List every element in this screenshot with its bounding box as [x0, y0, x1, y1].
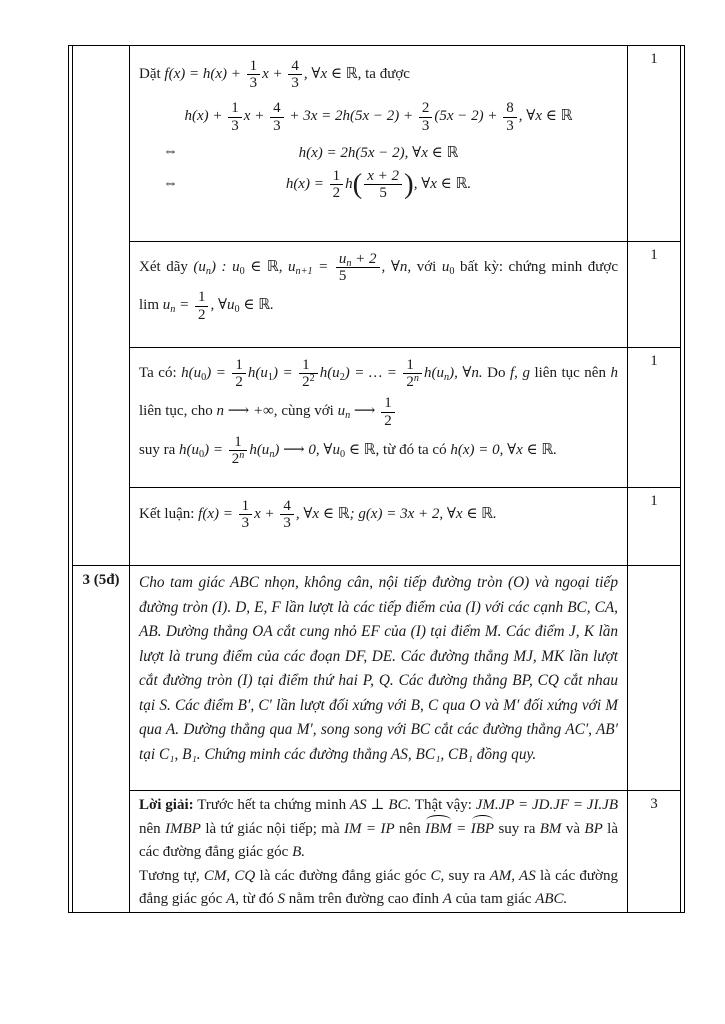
subscript: 0: [234, 304, 240, 316]
fraction: [419, 100, 433, 133]
problem-statement: Cho tam giác ABC nhọn, không cân, nội tiếp đường tròn (O) và ngoại tiếp đường tròn (I). D, E, F lần lượt là các tiếp điểm của (I) với các cạnh BC, CA, AB. Dường thẳng OA cắt cung nhỏ EF của (I) tại điểm M. Các điểm J, K lần lượt là trung điểm của các đoạn DF, DE. Các đường thẳng MJ, MK lần lượt cắt đường tròn (I) tại điểm thứ hai P, Q. Các đường thẳng BP, CQ cắt nhau tại S. Các điểm B′, C′ lần lượt đối xứng với B, C qua O và M′ đối xứng với M qua A. Dường thẳng qua M′, song song với BC cắt các đường thẳng AC′, AB′ tại C₁, B₁. Chứng minh các đường thẳng AS, BC₁, CB₁ đồng quy.: [139, 574, 618, 763]
fraction: [299, 357, 318, 390]
text-fragment: suy ra: [444, 867, 490, 884]
math-fragment: f(x) = h(x) +: [164, 66, 245, 83]
math-fragment: CM, CQ: [203, 867, 256, 884]
math-fragment: C,: [430, 867, 445, 884]
solution-label: Lời giải:: [139, 797, 194, 813]
text-fragment: là tứ giác nội tiếp; mà: [200, 820, 345, 837]
solution-line: [139, 251, 618, 284]
fraction: [403, 357, 422, 390]
problem-number-cell: [72, 566, 130, 912]
math-fragment: IMBP: [165, 820, 201, 837]
numerator: 4: [270, 100, 284, 117]
subscript: 0: [449, 266, 455, 278]
math-fragment: ) ⟶ 0, ∀u: [274, 441, 340, 458]
fraction: [381, 395, 395, 428]
numerator: 8: [503, 100, 517, 117]
math-fragment: (5x − 2) +: [434, 108, 502, 125]
solution-line: [139, 289, 618, 322]
numerator: 1: [299, 357, 318, 374]
text-fragment: nằm trên đường cao đỉnh: [285, 891, 443, 908]
equation-line: [139, 143, 618, 162]
math-fragment: JM.JP = JD.JF = JI.JB: [475, 797, 619, 813]
denominator: 3: [273, 117, 281, 134]
left-paren: (: [352, 168, 363, 201]
denominator: 2: [235, 374, 243, 391]
score-value: 1: [650, 247, 658, 263]
denominator: 5: [338, 268, 347, 285]
fraction: [229, 434, 248, 467]
math-fragment: h(x) = 0, ∀x ∈ ℝ.: [450, 441, 558, 458]
denominator: [299, 374, 318, 390]
text-fragment: là các đường đẳng giác góc: [139, 820, 618, 861]
numerator: 1: [228, 100, 242, 117]
text-fragment: cùng với: [277, 403, 338, 420]
fraction: [280, 498, 294, 531]
math-fragment: h(u: [247, 365, 268, 382]
math-fragment: h(x) +: [184, 108, 227, 125]
equiv-arrow: ⇔: [163, 175, 178, 192]
widehat-angle: IBM: [425, 818, 452, 842]
text-fragment: suy ra: [494, 820, 540, 837]
equiv-arrow: ⇔: [163, 143, 178, 160]
math-fragment: h(u: [249, 441, 270, 458]
math-fragment: n ⟶ +∞,: [216, 403, 278, 420]
text-fragment: Ta có:: [139, 365, 182, 382]
score-value: 3: [650, 796, 658, 812]
solution-line: [139, 434, 618, 467]
fraction: [336, 251, 380, 284]
math-fragment: =: [312, 259, 334, 276]
solution-line: [139, 395, 618, 428]
math-fragment: A: [442, 891, 452, 908]
denominator: 2: [197, 306, 206, 323]
subscript: n+1: [295, 266, 313, 278]
math-fragment: B.: [292, 844, 306, 861]
math-fragment: ) =: [272, 365, 298, 382]
subscript: n: [444, 372, 450, 384]
score-cell: [627, 566, 681, 791]
numerator: 4: [288, 58, 302, 75]
problem-number-cell-empty: [72, 46, 130, 566]
den-base: 2: [231, 450, 240, 467]
widehat-angle: IBP: [471, 818, 494, 842]
superscript: n: [239, 449, 245, 461]
numerator: 1: [195, 289, 209, 306]
math-fragment: x +: [243, 108, 269, 125]
denominator: 3: [241, 515, 250, 532]
text-fragment: Tương tự,: [139, 867, 204, 884]
math-fragment: =: [451, 820, 471, 837]
math-fragment: , ∀u: [210, 297, 235, 314]
math-fragment: f(x) =: [198, 506, 237, 523]
superscript: 2: [309, 373, 315, 385]
math-fragment: BM: [539, 820, 562, 837]
fraction: [364, 168, 402, 201]
denominator: [229, 451, 248, 467]
text-fragment: nên: [394, 820, 426, 837]
fraction: [247, 58, 261, 91]
math-fragment: ⟶: [350, 403, 380, 420]
math-fragment: BP: [584, 820, 603, 837]
score-value: 1: [650, 493, 658, 509]
numerator: 4: [280, 498, 294, 515]
numerator: 1: [232, 357, 246, 374]
den-base: 2: [302, 374, 310, 391]
math-fragment: , ∀x ∈ ℝ: [518, 108, 573, 125]
math-fragment: ) =: [206, 365, 231, 382]
denominator: 2: [332, 184, 341, 201]
right-paren: ): [404, 168, 414, 201]
math-fragment: IM = IP: [344, 820, 395, 837]
fraction: [228, 100, 242, 133]
problem-number-label: 3 (5đ): [82, 572, 120, 588]
subscript: n: [170, 304, 176, 316]
score-value: 1: [650, 51, 658, 67]
content-cell-sequence: [130, 242, 627, 348]
subscript: 2: [339, 372, 345, 384]
denominator: 2: [384, 412, 392, 429]
subscript: n: [345, 410, 351, 422]
denominator: 3: [421, 117, 430, 134]
math-fragment: h(u: [319, 365, 340, 382]
subscript: 0: [199, 448, 205, 460]
subscript: n: [205, 266, 211, 278]
score-cell: [627, 791, 681, 912]
math-fragment: + 2: [351, 251, 377, 267]
grading-table: [68, 45, 685, 913]
text-fragment: Kết luận:: [139, 506, 199, 523]
content-cell-solution: [130, 791, 627, 912]
numerator: 1: [229, 434, 248, 451]
math-fragment: ), ∀n.: [449, 365, 483, 382]
math-fragment: (u: [193, 259, 206, 276]
score-cell: [627, 242, 681, 348]
text-fragment: từ đó: [238, 891, 278, 908]
math-fragment: f, g: [510, 365, 530, 382]
solution-paragraph: [139, 865, 618, 912]
score-cell: [627, 488, 681, 566]
math-fragment: h(u: [181, 365, 202, 382]
denominator: 3: [231, 117, 239, 134]
text-fragment: Xét dãy: [139, 259, 194, 276]
math-fragment: , ∀x ∈ ℝ; g(x) = 3x + 2, ∀x ∈ ℝ.: [295, 506, 497, 523]
subscript: 0: [239, 266, 245, 278]
math-fragment: ABC.: [535, 891, 568, 908]
math-fragment: AM, AS: [489, 867, 536, 884]
score-value: 1: [650, 353, 658, 369]
numerator: x + 2: [364, 168, 402, 185]
text-fragment: Thật vậy:: [411, 797, 476, 813]
math-fragment: u: [441, 259, 450, 276]
math-fragment: ∈ ℝ, u: [244, 259, 296, 276]
numerator: 1: [330, 168, 344, 185]
content-cell-problem-statement: [130, 566, 627, 791]
text-fragment: liên tục nên: [529, 365, 611, 382]
subscript: n: [269, 448, 275, 460]
numerator: 1: [403, 357, 422, 374]
math-fragment: h: [610, 365, 618, 382]
text-fragment: và: [561, 820, 585, 837]
text-fragment: là các đường đẳng giác góc: [139, 867, 618, 908]
math-fragment: ) : u: [211, 259, 240, 276]
math-fragment: ∈ ℝ,: [345, 441, 380, 458]
math-fragment: ) =: [204, 441, 227, 458]
denominator: [403, 374, 422, 390]
solution-line: [139, 357, 618, 390]
fraction: [330, 168, 344, 201]
math-fragment: h: [345, 175, 353, 192]
text-fragment: nên: [139, 820, 166, 837]
denominator: 3: [283, 515, 291, 532]
text-fragment: lim: [139, 297, 163, 314]
text-fragment: từ đó ta có: [379, 441, 451, 458]
math-fragment: ∈ ℝ.: [239, 297, 274, 314]
denominator: 5: [379, 184, 387, 201]
text-fragment: với: [411, 259, 442, 276]
solution-paragraph: [139, 794, 618, 865]
math-fragment: u: [338, 251, 347, 267]
math-fragment: x +: [262, 66, 287, 83]
fraction: [503, 100, 517, 133]
solution-line: [139, 498, 618, 531]
math-fragment: =: [175, 297, 193, 314]
superscript: n: [413, 373, 419, 385]
math-fragment: AS ⊥ BC.: [349, 797, 412, 813]
fraction: [270, 100, 284, 133]
math-fragment: u: [337, 403, 346, 420]
fraction: [195, 289, 209, 322]
score-cell: [627, 46, 681, 242]
denominator: 3: [249, 75, 258, 92]
fraction: [239, 498, 253, 531]
text-fragment: Dặt: [139, 66, 165, 83]
math-fragment: S: [277, 891, 286, 908]
math-fragment: h(u: [424, 365, 444, 382]
math-fragment: , ∀x ∈ ℝ.: [413, 175, 472, 192]
math-fragment: u: [162, 297, 171, 314]
den-base: 2: [406, 374, 414, 391]
content-cell-iteration: [130, 348, 627, 488]
math-fragment: x +: [254, 506, 279, 523]
text-fragment: là các đường đẳng giác góc: [255, 867, 431, 884]
subscript: 0: [201, 372, 207, 384]
math-fragment: , ∀x ∈ ℝ,: [303, 66, 362, 83]
text-fragment: Trước hết ta chứng minh: [193, 797, 350, 813]
denominator: 3: [506, 117, 514, 134]
math-fragment: ) = … =: [344, 365, 402, 382]
text-fragment: bất kỳ: chứng minh được: [454, 259, 618, 276]
math-fragment: h(x) = 2h(5x − 2), ∀x ∈ ℝ: [298, 144, 459, 161]
subscript: 1: [267, 372, 273, 384]
content-cell-conclusion: [130, 488, 627, 566]
math-fragment: + 3x = 2h(5x − 2) +: [285, 108, 417, 125]
numerator: [336, 251, 380, 268]
subscript: n: [346, 258, 352, 270]
text-fragment: suy ra: [139, 441, 179, 458]
math-fragment: A,: [226, 891, 239, 908]
text-fragment: Do: [482, 365, 511, 382]
equation-line: [139, 100, 618, 133]
solution-line: [139, 58, 618, 91]
math-fragment: h(u: [179, 441, 199, 458]
numerator: 1: [381, 395, 395, 412]
equation-line: [139, 168, 618, 201]
math-fragment: , ∀n,: [381, 259, 412, 276]
fraction: [288, 58, 302, 91]
numerator: 1: [247, 58, 261, 75]
text-fragment: của tam giác: [451, 891, 536, 908]
score-cell: [627, 348, 681, 488]
math-fragment: h(x) =: [285, 175, 328, 192]
numerator: 1: [239, 498, 253, 515]
subscript: 0: [339, 448, 346, 460]
text-fragment: ta được: [361, 66, 410, 83]
denominator: 3: [291, 75, 299, 92]
text-fragment: liên tục, cho: [139, 403, 217, 420]
numerator: 2: [419, 100, 433, 117]
fraction: [232, 357, 246, 390]
content-cell-derivation: [130, 46, 627, 242]
